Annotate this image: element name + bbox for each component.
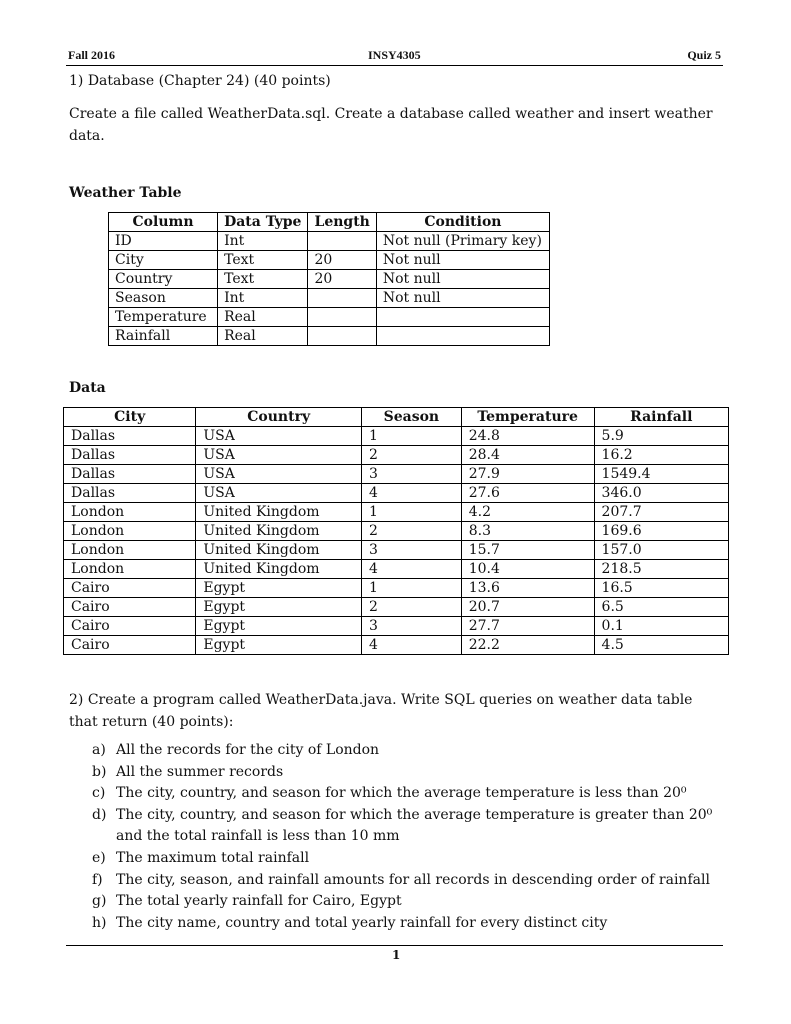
data-cell: Dallas	[64, 484, 196, 503]
schema-row	[109, 308, 550, 327]
data-cell: 1	[362, 503, 462, 522]
list-item-text: All the summer records	[116, 763, 284, 780]
data-cell: USA	[196, 446, 362, 465]
list-marker: h)	[92, 914, 107, 931]
data-cell: Egypt	[196, 617, 362, 636]
data-cell: 10.4	[461, 560, 594, 579]
data-cell: 4.2	[461, 503, 594, 522]
data-row	[64, 541, 729, 560]
data-row	[64, 579, 729, 598]
q2-intro: 2) Create a program called WeatherData.java. Write SQL queries on weather data table that return (40 points):	[69, 692, 693, 730]
data-cell: 169.6	[594, 522, 728, 541]
schema-row	[109, 327, 550, 346]
header-term: Fall 2016	[68, 48, 115, 62]
data-row	[64, 522, 729, 541]
data-cell: USA	[196, 484, 362, 503]
data-cell: 13.6	[461, 579, 594, 598]
data-header-cell: Rainfall	[594, 408, 728, 427]
list-marker: c)	[92, 785, 106, 802]
query-list	[92, 740, 732, 934]
data-cell: United Kingdom	[196, 522, 362, 541]
data-cell: 15.7	[461, 541, 594, 560]
data-cell: 27.7	[461, 617, 594, 636]
schema-cell: 20	[308, 270, 376, 289]
list-item-text: All the records for the city of London	[116, 742, 380, 758]
schema-cell: 20	[308, 251, 376, 270]
list-marker: b)	[92, 763, 107, 780]
data-cell: United Kingdom	[196, 560, 362, 579]
data-cell: 24.8	[461, 427, 594, 446]
schema-cell	[308, 232, 376, 251]
data-row	[64, 484, 729, 503]
schema-cell	[308, 327, 376, 346]
schema-cell	[308, 308, 376, 327]
data-cell: 16.2	[594, 446, 728, 465]
data-cell: London	[64, 503, 196, 522]
schema-cell: Int	[218, 232, 308, 251]
q1-title: 1) Database (Chapter 24) (40 points)	[69, 73, 331, 89]
data-row	[64, 617, 729, 636]
data-cell: 3	[362, 617, 462, 636]
list-item-text: The city, country, and season for which the average temperature is less than 20⁰	[116, 785, 687, 802]
schema-cell: Text	[218, 251, 308, 270]
data-row	[64, 503, 729, 522]
data-cell: 2	[362, 446, 462, 465]
data-cell: 346.0	[594, 484, 728, 503]
data-cell: 8.3	[461, 522, 594, 541]
schema-row	[109, 251, 550, 270]
data-row	[64, 560, 729, 579]
data-cell: London	[64, 522, 196, 541]
data-cell: Dallas	[64, 446, 196, 465]
data-cell: 157.0	[594, 541, 728, 560]
data-cell: 2	[362, 598, 462, 617]
data-cell: 4	[362, 484, 462, 503]
schema-cell: Not null	[376, 289, 549, 308]
data-cell: 22.2	[461, 636, 594, 655]
data-cell: United Kingdom	[196, 503, 362, 522]
schema-cell: Int	[218, 289, 308, 308]
schema-cell: Real	[218, 308, 308, 327]
data-cell: 218.5	[594, 560, 728, 579]
data-cell: 5.9	[594, 427, 728, 446]
data-cell: 0.1	[594, 617, 728, 636]
schema-cell: Rainfall	[109, 327, 218, 346]
schema-cell: Temperature	[109, 308, 218, 327]
data-cell: 4	[362, 636, 462, 655]
header-quiz: Quiz 5	[687, 48, 721, 62]
q1-instructions: Create a file called WeatherData.sql. Create a database called weather and insert weather data.	[69, 106, 713, 144]
list-marker: f)	[92, 871, 103, 888]
data-cell: 27.6	[461, 484, 594, 503]
data-header-cell: Country	[196, 408, 362, 427]
query-list-item	[92, 870, 732, 892]
list-marker: e)	[92, 849, 106, 866]
data-heading: Data	[69, 380, 106, 396]
data-cell: Cairo	[64, 636, 196, 655]
list-item-text: The city, season, and rainfall amounts for all records in descending order of rainfall	[116, 871, 710, 888]
data-cell: Cairo	[64, 598, 196, 617]
page-header	[66, 45, 723, 66]
query-list-item	[92, 762, 732, 784]
data-row	[64, 446, 729, 465]
schema-cell	[376, 308, 549, 327]
data-cell: 1	[362, 579, 462, 598]
schema-cell: Not null	[376, 270, 549, 289]
schema-cell: City	[109, 251, 218, 270]
schema-row	[109, 232, 550, 251]
data-cell: London	[64, 560, 196, 579]
weather-schema-table	[108, 212, 550, 346]
data-cell: 6.5	[594, 598, 728, 617]
data-cell: 20.7	[461, 598, 594, 617]
data-cell: 3	[362, 465, 462, 484]
schema-row	[109, 270, 550, 289]
data-row	[64, 427, 729, 446]
query-list-item	[92, 848, 732, 870]
header-course: INSY4305	[368, 48, 421, 62]
schema-row	[109, 289, 550, 308]
data-cell: United Kingdom	[196, 541, 362, 560]
data-cell: 1549.4	[594, 465, 728, 484]
query-list-item	[92, 805, 732, 848]
data-cell: Egypt	[196, 579, 362, 598]
data-row	[64, 465, 729, 484]
data-cell: 4	[362, 560, 462, 579]
data-cell: Egypt	[196, 598, 362, 617]
list-item-text: The city, country, and season for which the average temperature is greater than 20⁰ and the total rainfall is less than 10 mm	[116, 806, 713, 845]
data-header-cell: City	[64, 408, 196, 427]
data-cell: 16.5	[594, 579, 728, 598]
data-row	[64, 598, 729, 617]
schema-cell: ID	[109, 232, 218, 251]
data-header-cell: Temperature	[461, 408, 594, 427]
data-cell: USA	[196, 427, 362, 446]
list-marker: d)	[92, 806, 107, 823]
schema-header-cell: Condition	[376, 213, 549, 232]
data-cell: 2	[362, 522, 462, 541]
data-cell: Cairo	[64, 617, 196, 636]
list-marker: a)	[92, 742, 106, 758]
schema-cell: Country	[109, 270, 218, 289]
schema-cell: Real	[218, 327, 308, 346]
schema-header-cell: Column	[109, 213, 218, 232]
query-list-item	[92, 783, 732, 805]
query-list-item	[92, 913, 732, 935]
data-cell: Dallas	[64, 427, 196, 446]
data-cell: Egypt	[196, 636, 362, 655]
schema-cell	[308, 289, 376, 308]
schema-header-cell: Length	[308, 213, 376, 232]
page-number: 1	[392, 948, 401, 962]
data-cell: USA	[196, 465, 362, 484]
list-marker: g)	[92, 893, 107, 910]
data-cell: 1	[362, 427, 462, 446]
query-list-item	[92, 740, 732, 762]
list-item-text: The total yearly rainfall for Cairo, Egypt	[116, 893, 402, 910]
data-cell: London	[64, 541, 196, 560]
schema-cell	[376, 327, 549, 346]
data-cell: Dallas	[64, 465, 196, 484]
data-cell: Cairo	[64, 579, 196, 598]
weather-data-table	[63, 407, 729, 655]
query-list-item	[92, 891, 732, 913]
data-cell: 28.4	[461, 446, 594, 465]
data-cell: 27.9	[461, 465, 594, 484]
schema-header-cell: Data Type	[218, 213, 308, 232]
list-item-text: The city name, country and total yearly rainfall for every distinct city	[116, 914, 608, 931]
data-cell: 4.5	[594, 636, 728, 655]
schema-cell: Not null	[376, 251, 549, 270]
schema-cell: Text	[218, 270, 308, 289]
schema-cell: Not null (Primary key)	[376, 232, 549, 251]
weather-table-heading: Weather Table	[69, 185, 182, 201]
data-row	[64, 636, 729, 655]
data-cell: 3	[362, 541, 462, 560]
data-cell: 207.7	[594, 503, 728, 522]
list-item-text: The maximum total rainfall	[116, 849, 310, 866]
schema-cell: Season	[109, 289, 218, 308]
data-header-cell: Season	[362, 408, 462, 427]
footer-divider	[66, 945, 723, 946]
